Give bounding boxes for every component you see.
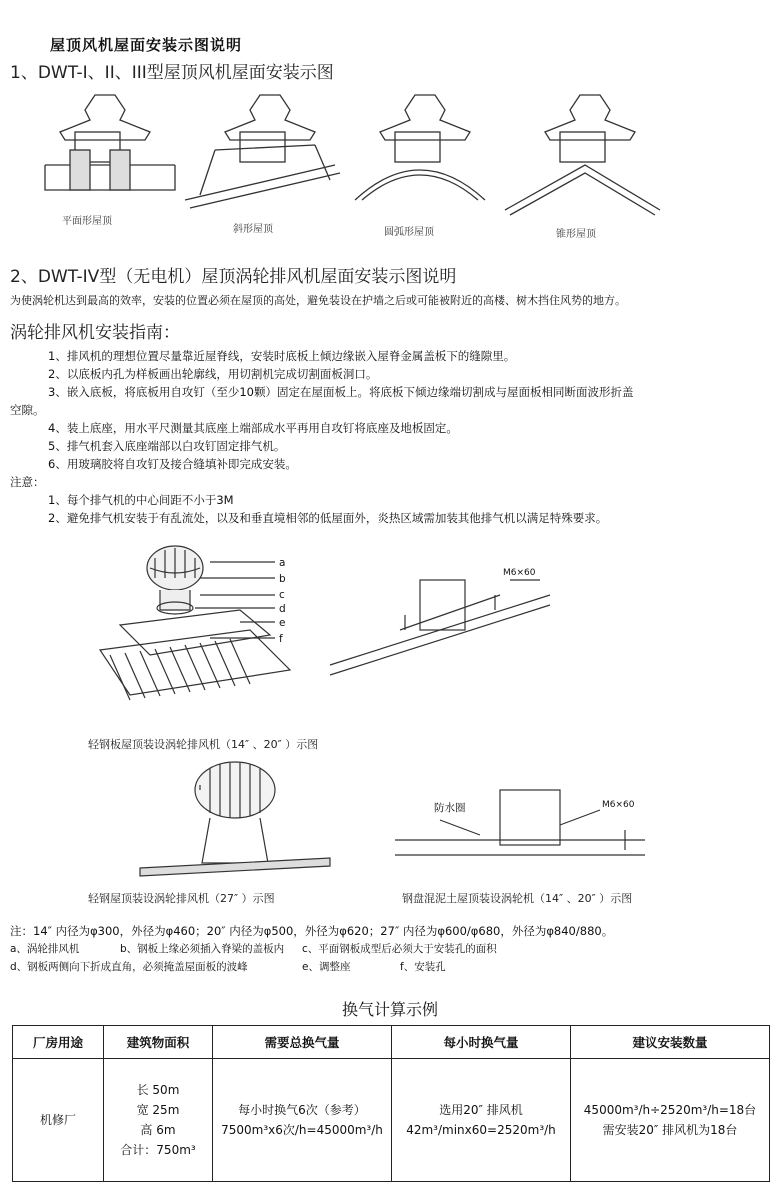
- area-width: 宽 25m: [136, 1103, 180, 1117]
- figure-label-d: d: [279, 603, 286, 615]
- document-title: 屋顶风机屋面安装示图说明: [50, 36, 243, 54]
- cell-area: [104, 1059, 213, 1182]
- figure-label-a: a: [279, 557, 286, 569]
- total-line-1: 每小时换气6次（参考）: [238, 1103, 366, 1117]
- guide-step-2: 2、以底板内孔为样板画出轮廓线，用切割机完成切割面板洞口。: [48, 367, 378, 381]
- hourly-line-2: 42m³/minx60=2520m³/h: [406, 1123, 556, 1137]
- footnote-d: d、钢板两侧向下折成直角，必须掩盖屋面板的波峰: [10, 961, 248, 973]
- footnote-b: b、钢板上缘必须插入脊梁的盖板内: [120, 943, 285, 955]
- area-total: 合计：750m³: [120, 1143, 196, 1157]
- guide-step-6: 6、用玻璃胶将自攻钉及接合缝填补即完成安装。: [48, 457, 297, 471]
- count-line-2: 需安装20″ 排风机为18台: [602, 1123, 738, 1137]
- steel-plate-roof-diagram: [80, 540, 310, 705]
- section1-title: 1、DWT-I、II、III型屋顶风机屋面安装示图: [10, 63, 334, 83]
- cell-hourly: [392, 1059, 571, 1182]
- header-area: 建筑物面积: [104, 1026, 213, 1059]
- caption-flat-roof: 平面形屋顶: [62, 216, 112, 227]
- concrete-roof-diagram: [385, 780, 655, 880]
- ventilation-table: [12, 1025, 770, 1182]
- turbine-27-diagram: [130, 758, 340, 883]
- caption-arched-roof: 圆弧形屋顶: [384, 227, 434, 238]
- caption-slanted-roof: 斜形屋顶: [233, 224, 273, 235]
- footnote-f: f、安装孔: [400, 961, 446, 973]
- note-2: 2、避免排气机安装于有乱流处，以及和垂直境相邻的低屋面外，炎热区域需加装其他排气机以满足特殊要求。: [48, 511, 608, 525]
- header-use: 厂房用途: [13, 1026, 104, 1059]
- footnote-c: c、平面钢板成型后必须大于安装孔的面积: [302, 943, 497, 955]
- steel-plate-section-diagram: [310, 560, 570, 680]
- bolt-label-1: M6×60: [503, 568, 536, 578]
- cell-count: [571, 1059, 770, 1182]
- header-hourly: 每小时换气量: [392, 1026, 571, 1059]
- note-1: 1、每个排气机的中心间距不小于3M: [48, 493, 234, 507]
- guide-title: 涡轮排风机安装指南：: [10, 323, 180, 343]
- footnote-e: e、调整座: [302, 961, 351, 973]
- hourly-line-1: 选用20″ 排风机: [439, 1103, 523, 1117]
- count-line-1: 45000m³/h÷2520m³/h=18台: [583, 1103, 757, 1117]
- cell-total: [213, 1059, 392, 1182]
- guide-step-5: 5、排气机套入底座端部以白攻钉固定排气机。: [48, 439, 286, 453]
- cell-use: 机修厂: [13, 1059, 104, 1182]
- caption-concrete: 钢盘混泥土屋顶装设涡轮机（14″ 、20″ ）示图: [402, 892, 633, 905]
- section2-title: 2、DWT-IV型（无电机）屋顶涡轮排风机屋面安装示图说明: [10, 267, 457, 287]
- section2-intro: 为使涡轮机达到最高的效率，安装的位置必须在屋顶的高处，避免装设在护墙之后或可能被附近的高楼、树木挡住风势的地方。: [10, 294, 626, 307]
- caption-light-steel: 轻钢屋顶装设涡轮排风机（27″ ）示图: [88, 892, 275, 905]
- area-height: 高 6m: [140, 1123, 176, 1137]
- waterproof-ring-label: 防水圈: [434, 802, 466, 814]
- figure-label-e: e: [279, 617, 286, 629]
- guide-step-1: 1、排风机的理想位置尽量靠近屋脊线，安装时底板上倾边缘嵌入屋脊金属盖板下的缝隙里。: [48, 349, 516, 363]
- notes-title: 注意：: [10, 475, 45, 489]
- table-title: 换气计算示例: [341, 1000, 438, 1019]
- guide-step-4: 4、装上底座，用水平尺测量其底座上端部成水平再用自攻钉将底座及地板固定。: [48, 421, 458, 435]
- figure-label-c: c: [279, 589, 285, 601]
- footnote-diameters: 注：14″ 内径为φ300，外径为φ460；20″ 内径为φ500，外径为φ620；27″ 内径为φ600/φ680，外径为φ840/880。: [10, 924, 614, 938]
- guide-step-3: 3、嵌入底板，将底板用自攻钉（至少10颗）固定在屋面板上。将底板下倾边缘端切割成与屋面板相同断面波形折盖: [48, 385, 634, 399]
- figure-label-f: f: [279, 633, 283, 645]
- header-count: 建议安装数量: [571, 1026, 770, 1059]
- footnote-a: a、涡轮排风机: [10, 943, 80, 955]
- caption-cone-roof: 锥形屋顶: [556, 229, 596, 240]
- area-length: 长 50m: [136, 1083, 180, 1097]
- total-line-2: 7500m³x6次/h=45000m³/h: [221, 1123, 383, 1137]
- table-row: [13, 1059, 770, 1182]
- caption-steel-plate: 轻钢板屋顶装设涡轮排风机（14″ 、20″ ）示图: [88, 738, 319, 751]
- figure-label-b: b: [279, 573, 286, 585]
- header-total: 需要总换气量: [213, 1026, 392, 1059]
- bolt-label-2: M6×60: [602, 800, 635, 810]
- guide-step-3-cont: 空隙。: [10, 403, 45, 417]
